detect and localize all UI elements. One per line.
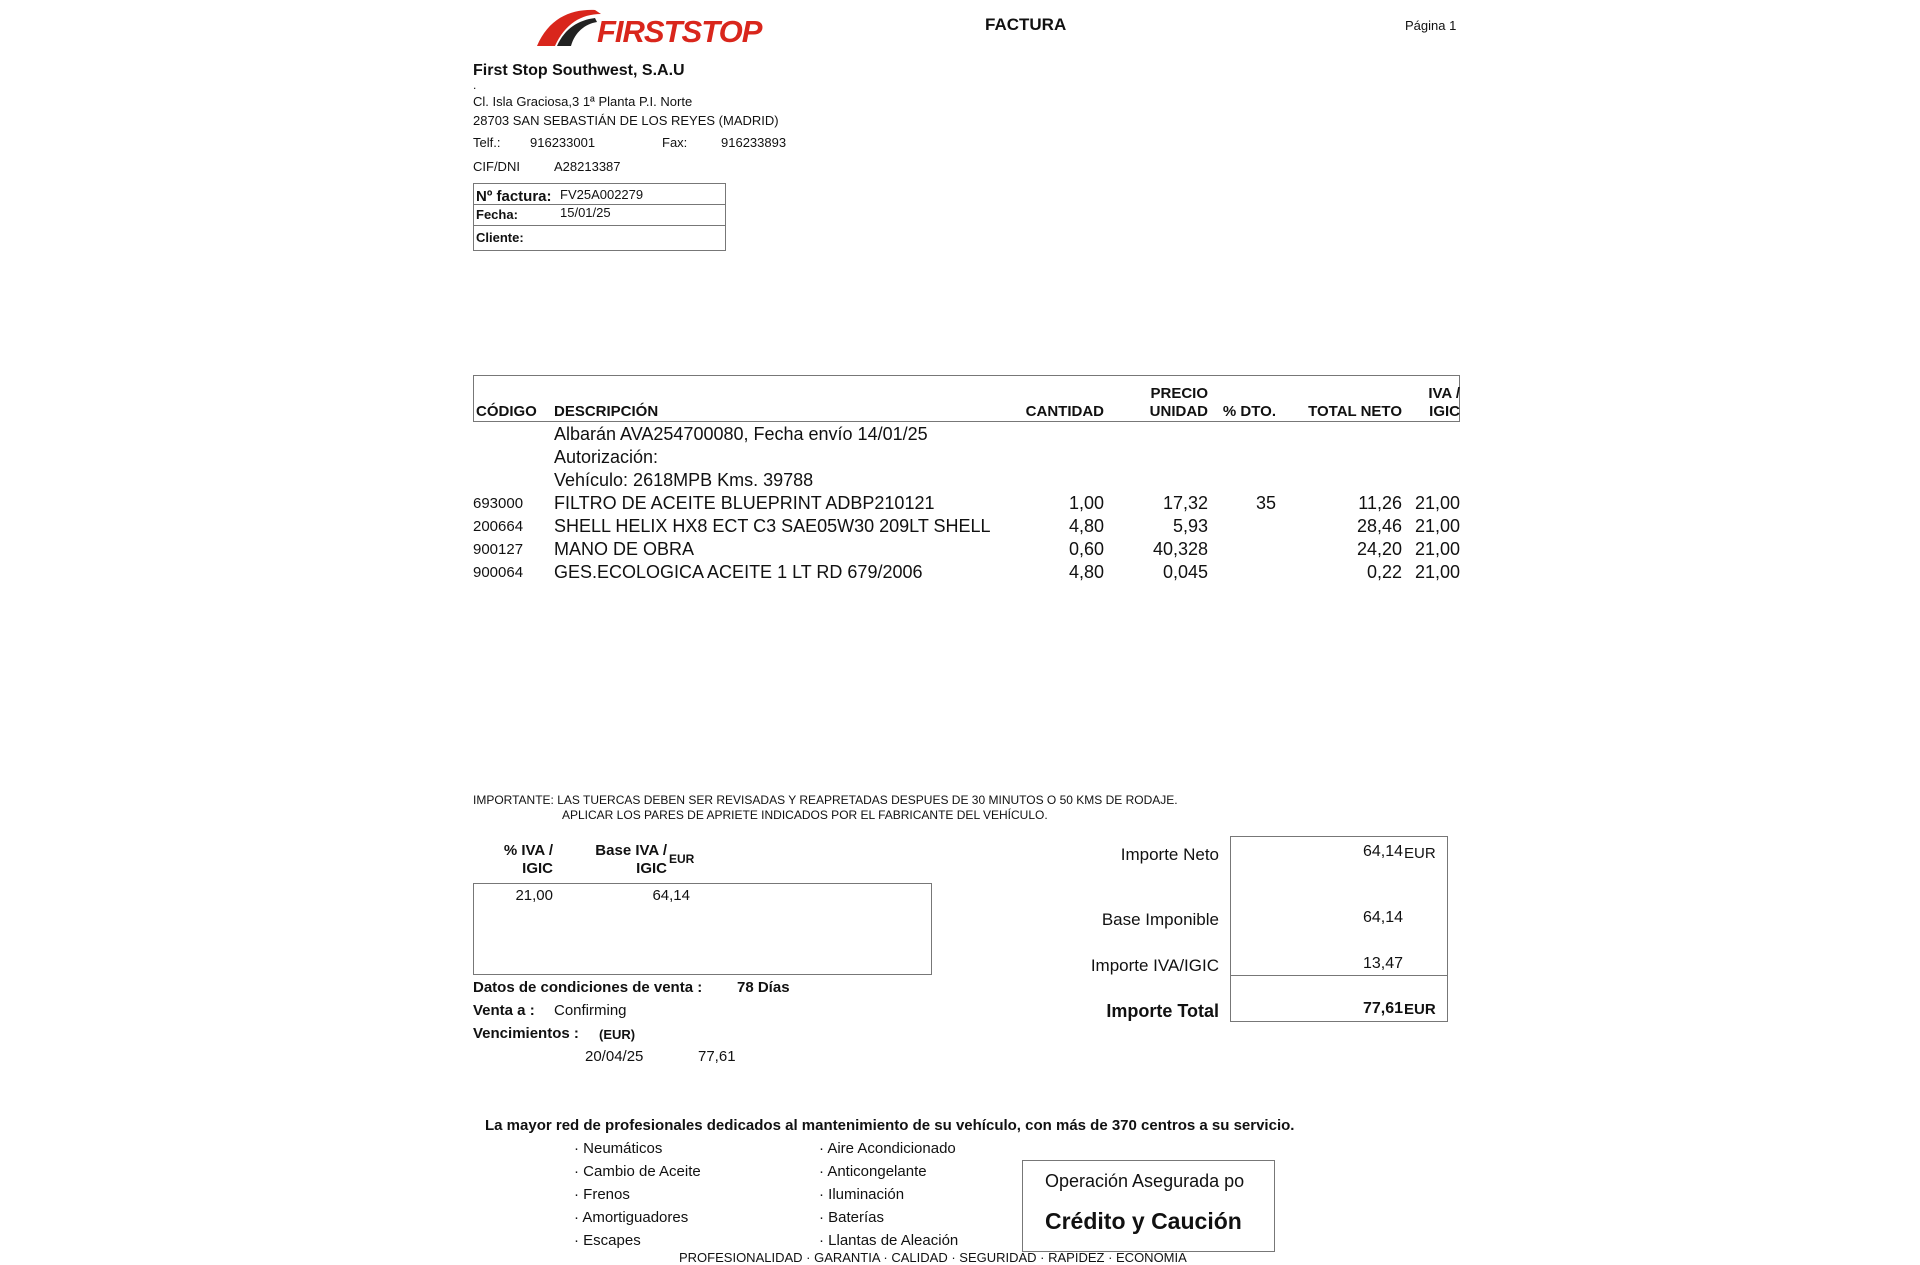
col-header-description: DESCRIPCIÓN	[554, 403, 659, 420]
company-name: First Stop Southwest, S.A.U	[473, 62, 685, 79]
fax-label: Fax:	[662, 135, 688, 150]
col-header-price-1: PRECIO	[1150, 385, 1208, 402]
table-row-total: 28,46	[1356, 516, 1402, 536]
info-line-3: Vehículo: 2618MPB Kms. 39788	[554, 470, 814, 490]
total-amount-label: Importe Total	[1106, 1001, 1219, 1021]
table-row-total: 11,26	[1358, 493, 1402, 513]
vat-base-value: 64,14	[652, 887, 690, 904]
net-amount-label: Importe Neto	[1120, 845, 1219, 864]
service-item: · Aire Acondicionado	[819, 1140, 956, 1157]
conditions-label: Datos de condiciones de venta :	[473, 979, 703, 996]
due-amount: 77,61	[698, 1048, 736, 1065]
table-row-description: FILTRO DE ACEITE BLUEPRINT ADBP210121	[554, 493, 935, 513]
tel-value: 916233001	[530, 135, 596, 150]
service-item: · Llantas de Aleación	[819, 1232, 959, 1249]
footer-values-line: PROFESIONALIDAD · GARANTIA · CALIDAD · SEGURIDAD · RAPIDEZ · ECONOMIA	[679, 1250, 1187, 1265]
sale-value: Confirming	[554, 1002, 627, 1019]
vat-amount: 13,47	[1362, 955, 1403, 972]
invoice-number: FV25A002279	[560, 187, 644, 202]
table-row-price: 0,045	[1162, 562, 1208, 582]
cif-label: CIF/DNI	[473, 159, 520, 174]
table-row-quantity: 0,60	[1068, 539, 1104, 559]
table-row-code: 900127	[473, 541, 524, 558]
vat-pct-header-1: % IVA /	[503, 842, 553, 859]
table-row-total: 24,20	[1356, 539, 1402, 559]
net-amount: 64,14	[1362, 843, 1403, 860]
fax-value: 916233893	[721, 135, 787, 150]
taxable-base: 64,14	[1362, 909, 1403, 926]
info-line-1: Albarán AVA254700080, Fecha envío 14/01/25	[554, 424, 928, 444]
info-line-2: Autorización:	[554, 447, 659, 467]
col-header-code: CÓDIGO	[476, 403, 537, 420]
sale-label: Venta a :	[473, 1002, 535, 1019]
table-row-description: SHELL HELIX HX8 ECT C3 SAE05W30 209LT SHELL	[554, 516, 991, 536]
table-row-code: 900064	[473, 564, 524, 581]
table-row-vat: 21,00	[1414, 516, 1460, 536]
total-amount: 77,61	[1362, 1000, 1403, 1017]
table-row-code: 693000	[473, 495, 524, 512]
firststop-logo	[535, 6, 765, 50]
table-row-vat: 21,00	[1414, 562, 1460, 582]
due-date: 20/04/25	[585, 1048, 644, 1065]
client-label: Cliente:	[476, 230, 524, 245]
col-header-discount: % DTO.	[1222, 403, 1276, 420]
table-row-total: 0,22	[1366, 562, 1402, 582]
total-currency: EUR	[1404, 1001, 1436, 1018]
insurance-line-1: Operación Asegurada po	[1045, 1171, 1245, 1191]
col-header-vat-1: IVA /	[1428, 385, 1460, 402]
service-item: · Baterías	[819, 1209, 885, 1226]
col-header-price-2: UNIDAD	[1149, 403, 1208, 420]
vat-pct-header-2: IGIC	[522, 860, 553, 877]
table-row-price: 40,328	[1152, 539, 1208, 559]
invoice-number-label: Nº factura:	[476, 188, 552, 205]
service-item: · Escapes	[574, 1232, 641, 1249]
invoice-date: 15/01/25	[560, 205, 611, 220]
footer-tagline: La mayor red de profesionales dedicados al mantenimiento de su vehículo, con más de 370 centros a su servicio.	[485, 1117, 1295, 1134]
table-row-discount: 35	[1255, 493, 1276, 513]
tel-label: Telf.:	[473, 135, 501, 150]
totals-box	[1230, 836, 1448, 1022]
table-row-description: GES.ECOLOGICA ACEITE 1 LT RD 679/2006	[554, 562, 923, 582]
due-currency: (EUR)	[599, 1027, 636, 1042]
col-header-total: TOTAL NETO	[1308, 403, 1402, 420]
company-address-2: 28703 SAN SEBASTIÁN DE LOS REYES (MADRID)	[473, 113, 779, 128]
col-header-quantity: CANTIDAD	[1025, 403, 1104, 420]
service-item: · Iluminación	[819, 1186, 905, 1203]
logo-text: FIRSTSTOP	[597, 14, 762, 49]
important-notice-line-1: IMPORTANTE: LAS TUERCAS DEBEN SER REVISADAS Y REAPRETADAS DESPUES DE 30 MINUTOS O 50 KMS DE RODAJE.	[473, 793, 1178, 807]
cif-value: A28213387	[554, 159, 621, 174]
taxable-base-label: Base Imponible	[1101, 910, 1219, 929]
service-item: · Cambio de Aceite	[574, 1163, 701, 1180]
table-row-quantity: 1,00	[1068, 493, 1104, 513]
conditions-value: 78 Días	[737, 979, 790, 996]
vat-currency: EUR	[669, 852, 695, 866]
table-row-code: 200664	[473, 518, 524, 535]
invoice-date-label: Fecha:	[476, 207, 518, 222]
vat-pct-value: 21,00	[515, 887, 553, 904]
insurance-line-2: Crédito y Caución	[1045, 1208, 1242, 1234]
vat-amount-label: Importe IVA/IGIC	[1090, 956, 1219, 975]
page-number: Página 1	[1405, 18, 1457, 33]
service-item: · Anticongelante	[819, 1163, 927, 1180]
net-currency: EUR	[1404, 845, 1436, 862]
vat-base-header-2: IGIC	[636, 860, 667, 877]
important-notice-line-2: APLICAR LOS PARES DE APRIETE INDICADOS POR EL FABRICANTE DEL VEHÍCULO.	[562, 808, 1048, 822]
due-label: Vencimientos :	[473, 1025, 579, 1042]
table-row-vat: 21,00	[1414, 539, 1460, 559]
document-title: FACTURA	[985, 15, 1067, 34]
table-row-price: 5,93	[1172, 516, 1208, 536]
company-dot: .	[473, 78, 477, 92]
table-row-price: 17,32	[1162, 493, 1208, 513]
table-row-description: MANO DE OBRA	[554, 539, 695, 559]
table-row-quantity: 4,80	[1068, 562, 1104, 582]
vat-base-header-1: Base IVA /	[595, 842, 667, 859]
col-header-vat-2: IGIC	[1429, 403, 1460, 420]
company-address-1: Cl. Isla Graciosa,3 1ª Planta P.I. Norte	[473, 94, 693, 109]
service-item: · Amortiguadores	[574, 1209, 689, 1226]
service-item: · Neumáticos	[574, 1140, 663, 1157]
table-row-vat: 21,00	[1414, 493, 1460, 513]
table-row-quantity: 4,80	[1068, 516, 1104, 536]
service-item: · Frenos	[574, 1186, 630, 1203]
